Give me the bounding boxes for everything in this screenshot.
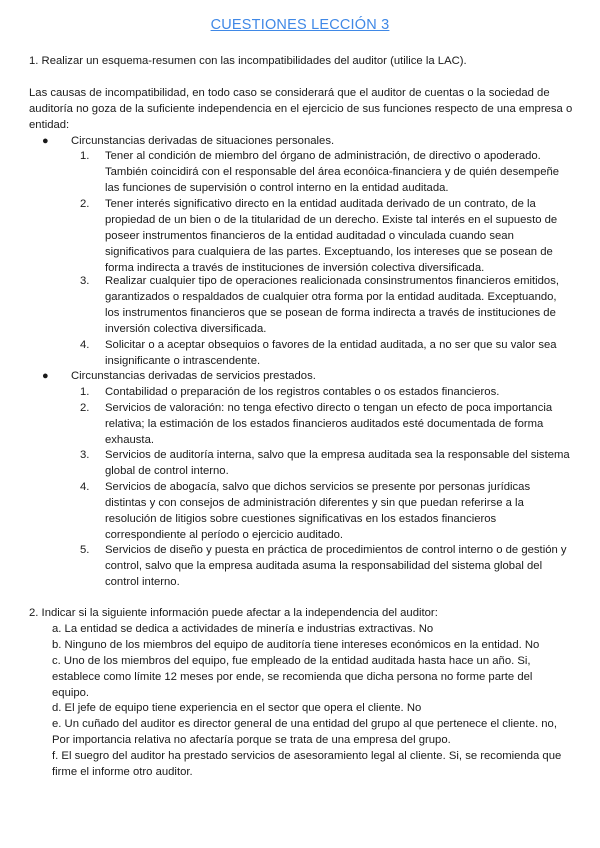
answer-row-f bbox=[52, 748, 562, 780]
answer-row-b bbox=[52, 637, 562, 653]
list-item: Realizar cualquier tipo de operaciones realicionada consinstrumentos financieros emitidos, garantizados o respaldados de cualquier otra forma por la entidad auditada. Exceptuando, los instrumentos financieros que se posean de forma indirecta a través de instituciones de inversión colectiva diversificada. bbox=[105, 275, 560, 335]
question-text: e. Un cuñado del auditor es director general de una entidad del grupo al que pertenece el cliente. bbox=[52, 718, 539, 730]
answer-text: No bbox=[415, 623, 434, 635]
list-item-number: 4. bbox=[80, 339, 90, 351]
list-item-number: 1. bbox=[80, 386, 90, 398]
bullet-icon: ● bbox=[42, 370, 49, 382]
answer-row-e bbox=[52, 716, 562, 748]
answer-row-a bbox=[52, 621, 562, 637]
question-text: b. Ninguno de los miembros del equipo de auditoría tiene intereses económicos en la entidad. bbox=[52, 639, 522, 651]
question-text: c. Uno de los miembros del equipo, fue empleado de la entidad auditada hasta hace un año. bbox=[52, 655, 515, 667]
list-item: Servicios de auditoría interna, salvo que la empresa auditada sea la responsable del sistema global de control interno. bbox=[105, 449, 570, 477]
list-item: Tener al condición de miembro del órgano de administración, de directivo o apoderado. También coincidirá con el responsable del área econóica-financiera y de quién desempeñe las funciones de supervisión o control interno en la entidad auditada. bbox=[105, 150, 560, 194]
question-text: a. La entidad se dedica a actividades de minería e industrias extractivas. bbox=[52, 623, 416, 635]
list-item-number: 2. bbox=[80, 402, 90, 414]
list-item: Tener interés significativo directo en la entidad auditada derivado de un contrato, de la propiedad de un bien o de la titularidad de un derecho. Existe tal interés en el supuesto de poseer instrumentos financieros de la entidad auditadad o vinculada cuando sean significativos para cualquiera de las partes. Exceptuando, los intereses que se posean de forma indirecta a través de instituciones de inversión colectiva diversificada. bbox=[105, 198, 558, 274]
answer-text: no, Por importancia relativa no afectaría porque se trata de una empresa del grupo. bbox=[52, 718, 557, 746]
question-1-intro: Las causas de incompatibilidad, en todo caso se considerará que el auditor de cuentas o la sociedad de auditoría no goza de la suficiente independencia en el ejercicio de sus funciones respecto de una empresa o entidad: bbox=[29, 87, 573, 131]
bullet-icon: ● bbox=[42, 135, 49, 147]
group-personal-label: Circunstancias derivadas de situaciones personales. bbox=[71, 135, 335, 147]
question-text: d. El jefe de equipo tiene experiencia en el sector que opera el cliente. bbox=[52, 702, 404, 714]
answer-text: Si, establece como límite 12 meses por ende, se recomienda que dicha persona no forme parte del equipo. bbox=[52, 655, 533, 699]
list-item: Contabilidad o preparación de los registros contables o os estados financieros. bbox=[105, 386, 500, 398]
list-item: Solicitar o a aceptar obsequios o favores de la entidad auditada, a no ser que su valor sea insignificante o intrascendente. bbox=[105, 339, 557, 367]
list-item-number: 2. bbox=[80, 198, 90, 210]
list-item-number: 3. bbox=[80, 449, 90, 461]
list-item-number: 3. bbox=[80, 275, 90, 287]
answer-text: No bbox=[521, 639, 540, 651]
answer-row-d bbox=[52, 700, 562, 716]
list-item-number: 5. bbox=[80, 544, 90, 556]
list-item: Servicios de diseño y puesta en práctica de procedimientos de control interno o de gestión y control, salvo que la empresa auditada asuma la responsabilidad del sistema global del control interno. bbox=[105, 544, 567, 588]
list-item-number: 4. bbox=[80, 481, 90, 493]
question-2-heading: 2. Indicar si la siguiente información puede afectar a la independencia del auditor: bbox=[29, 607, 438, 619]
page-title: CUESTIONES LECCIÓN 3 bbox=[210, 17, 390, 33]
group-services-label: Circunstancias derivadas de servicios prestados. bbox=[71, 370, 316, 382]
list-item: Servicios de abogacía, salvo que dichos servicios se presente por personas jurídicas distintas y con consejos de administración diferentes y sin que puedan referirse a la resolución de litigios sobre cuestiones significativas en los estados financieros correspondiente al período o ejercicio auditado. bbox=[105, 481, 531, 541]
list-item: Servicios de valoración: no tenga efectivo directo o tengan un efecto de poca importancia relativa; la estimación de los estados financieros auditados esté documentada de forma exhausta. bbox=[105, 402, 553, 446]
question-text: f. El suegro del auditor ha prestado servicios de asesoramiento legal al cliente. bbox=[52, 750, 446, 762]
answer-text: Si, se recomienda que firme el informe otro auditor. bbox=[52, 750, 562, 778]
answer-row-c bbox=[52, 653, 562, 701]
question-1-heading: 1. Realizar un esquema-resumen con las incompatibilidades del auditor (utilice la LAC). bbox=[29, 55, 467, 67]
list-item-number: 1. bbox=[80, 150, 90, 162]
answer-text: No bbox=[403, 702, 422, 714]
